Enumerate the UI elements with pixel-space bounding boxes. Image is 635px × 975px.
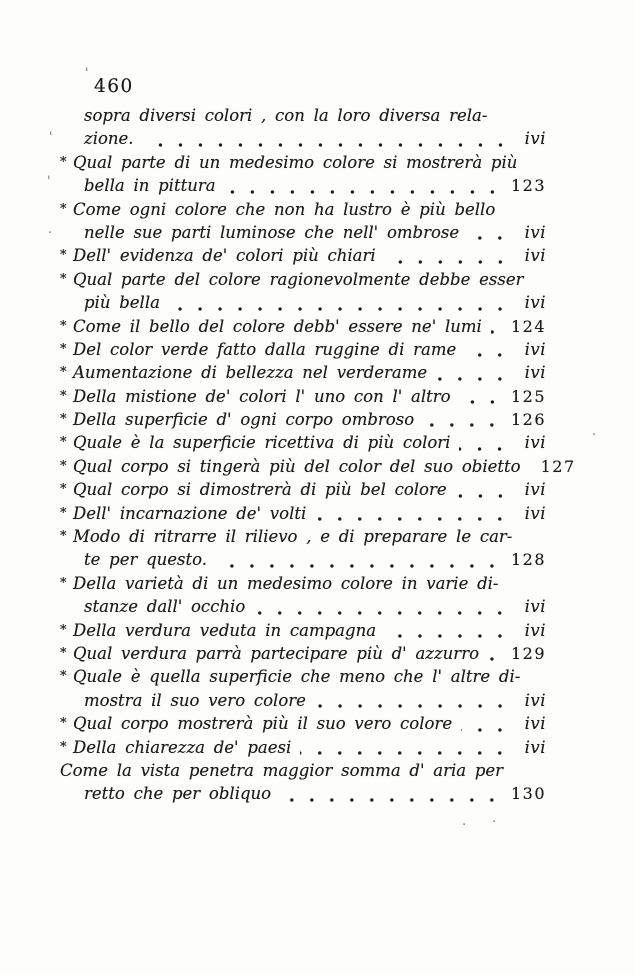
entry-asterisk: * <box>60 716 67 732</box>
entry-text: Qual verdura parrà partecipare più d' azzurro <box>73 643 480 663</box>
dot-leader <box>530 457 534 480</box>
dot-leader <box>460 387 504 410</box>
entry-text: Modo di ritrarre il rilievo , e di preparare le car- <box>73 527 513 547</box>
entry-text: bella in pittura <box>84 176 216 196</box>
entry-text: mostra il suo vero colore <box>84 690 306 710</box>
entry-asterisk: * <box>60 248 67 264</box>
entry-text: Della chiarezza de' paesi <box>73 737 292 757</box>
entry-asterisk: * <box>60 482 67 498</box>
entry-asterisk: * <box>60 201 67 217</box>
toc-entry-line <box>60 480 546 503</box>
entry-page-ref: 128 <box>510 550 546 570</box>
toc-entry-line <box>60 153 546 176</box>
dot-leader <box>216 550 504 573</box>
entry-page-ref: ivi <box>524 503 546 523</box>
entry-text: Quale è la superficie ricettiva di più colori <box>73 433 451 453</box>
dot-leader <box>423 410 504 433</box>
scan-speck: . <box>592 424 597 439</box>
dot-leader <box>169 293 512 316</box>
entry-asterisk: * <box>60 318 67 334</box>
toc-entry-line <box>60 527 546 550</box>
entry-asterisk: * <box>60 575 67 591</box>
entry-text: Qual parte del colore ragionevolmente debbe esser <box>73 269 524 289</box>
entry-text: te per questo. <box>84 550 208 570</box>
entry-page-ref: ivi <box>524 480 546 500</box>
toc-entry-line <box>60 644 546 667</box>
entry-page-ref: ivi <box>524 339 546 359</box>
toc-entry-line <box>60 317 546 340</box>
toc-entry-line <box>60 293 546 316</box>
dot-leader <box>280 784 504 807</box>
entry-text: Come il bello del colore debb' essere ne' lumi <box>73 316 482 336</box>
page-number: 460 <box>94 76 134 97</box>
scan-speck: . <box>48 222 53 237</box>
dot-leader <box>143 129 512 152</box>
entry-page-ref: 124 <box>510 316 546 336</box>
entry-asterisk: * <box>60 271 67 287</box>
entry-text: Dell' incarnazione de' volti <box>73 503 307 523</box>
toc-entry-line <box>60 200 546 223</box>
entry-text: Qual corpo si tingerà più del color del suo obietto <box>73 456 521 476</box>
entry-text: Aumentazione di bellezza nel verderame <box>73 363 428 383</box>
scan-speck: . <box>492 811 497 826</box>
toc-entry-line <box>60 387 546 410</box>
entry-asterisk: * <box>60 458 67 474</box>
entry-text: retto che per obliquo <box>84 784 272 804</box>
toc-entry-line <box>60 223 546 246</box>
dot-leader <box>315 691 512 714</box>
entry-page-ref: ivi <box>524 433 546 453</box>
entry-text: Qual parte di un medesimo colore si mostrerà più <box>73 152 518 172</box>
dot-leader <box>488 644 504 667</box>
dot-leader <box>456 480 512 503</box>
dot-leader <box>436 363 512 386</box>
entry-text: Come la vista penetra maggior somma d' aria per <box>60 760 504 780</box>
entry-page-ref: ivi <box>524 597 546 617</box>
toc-entry-line <box>60 363 546 386</box>
entry-page-ref: ivi <box>524 246 546 266</box>
scan-speck: ' <box>85 66 89 81</box>
toc-entry-line <box>60 106 546 129</box>
toc-entry-line <box>60 246 546 269</box>
entry-text: Qual corpo mostrerà più il suo vero colore <box>73 714 453 734</box>
dot-leader <box>461 714 512 737</box>
entry-asterisk: * <box>60 154 67 170</box>
entry-asterisk: * <box>60 669 67 685</box>
entry-asterisk: * <box>60 645 67 661</box>
scan-speck: ' <box>49 130 53 145</box>
entry-asterisk: * <box>60 739 67 755</box>
entry-page-ref: 127 <box>540 456 576 476</box>
toc-entry-line <box>60 410 546 433</box>
toc-entry-line <box>60 691 546 714</box>
entry-page-ref: 129 <box>510 643 546 663</box>
entry-asterisk: * <box>60 435 67 451</box>
toc-entry-line <box>60 340 546 363</box>
toc-entry-line <box>60 456 576 480</box>
entry-text: zione. <box>84 129 134 149</box>
dot-leader <box>385 246 512 269</box>
scan-speck: . <box>462 814 467 829</box>
entry-page-ref: 130 <box>510 784 546 804</box>
toc-entry-line <box>60 597 546 620</box>
entry-page-ref: 123 <box>510 176 546 196</box>
dot-leader <box>315 504 512 527</box>
entry-text: Della mistione de' colori l' uno con l' altro <box>73 386 451 406</box>
entry-asterisk: * <box>60 505 67 521</box>
dot-leader <box>300 738 512 761</box>
toc-entry-line <box>60 574 546 597</box>
toc-entry-line <box>60 738 546 761</box>
toc-entry-line <box>60 433 546 456</box>
dot-leader <box>459 433 512 456</box>
entry-text: più bella <box>84 293 160 313</box>
entry-asterisk: * <box>60 365 67 381</box>
entry-page-ref: 125 <box>510 386 546 406</box>
entry-text: Dell' evidenza de' colori più chiari <box>73 246 376 266</box>
entry-asterisk: * <box>60 412 67 428</box>
entry-text: nelle sue parti luminose che nell' ombrose <box>84 222 460 242</box>
toc-entry-line <box>60 176 546 199</box>
toc-entry-line <box>60 784 546 807</box>
dot-leader <box>225 176 504 199</box>
entry-text: Del color verde fatto dalla ruggine di rame <box>73 339 457 359</box>
dot-leader <box>385 621 512 644</box>
entry-asterisk: * <box>60 388 67 404</box>
entry-asterisk: * <box>60 622 67 638</box>
entry-page-ref: ivi <box>524 222 546 242</box>
toc-entry-line <box>60 761 546 784</box>
entry-text: sopra diversi colori , con la loro diversa rela- <box>84 106 488 125</box>
toc-entry-line <box>60 621 546 644</box>
toc-entry-line <box>60 129 546 152</box>
entry-text: Quale è quella superficie che meno che l' altre di- <box>73 667 521 687</box>
entry-text: Qual corpo si dimostrerà di più bel colore <box>73 480 447 500</box>
toc-entry-line <box>60 550 546 573</box>
toc-entry-line <box>60 504 546 527</box>
entry-text: Della superficie d' ogni corpo ombroso <box>73 410 415 430</box>
entry-page-ref: ivi <box>524 363 546 383</box>
entry-page-ref: ivi <box>524 714 546 734</box>
entry-page-ref: ivi <box>524 129 546 149</box>
dot-leader <box>465 340 512 363</box>
entry-page-ref: ivi <box>524 737 546 757</box>
entry-text: Della varietà di un medesimo colore in varie di- <box>73 573 499 593</box>
toc-entry-line <box>60 667 546 690</box>
entry-asterisk: * <box>60 529 67 545</box>
dot-leader <box>468 223 512 246</box>
entry-page-ref: ivi <box>524 620 546 640</box>
entry-page-ref: ivi <box>524 293 546 313</box>
scan-speck: ' <box>47 174 51 189</box>
dot-leader <box>491 317 504 340</box>
entry-text: Della verdura veduta in campagna <box>73 620 377 640</box>
entry-page-ref: ivi <box>524 690 546 710</box>
table-of-contents <box>60 106 576 808</box>
toc-entry-line <box>60 714 546 737</box>
toc-entry-line <box>60 270 546 293</box>
entry-text: Come ogni colore che non ha lustro è più bello <box>73 199 496 219</box>
dot-leader <box>254 597 512 620</box>
entry-page-ref: 126 <box>510 410 546 430</box>
entry-text: stanze dall' occhio <box>84 597 246 617</box>
entry-asterisk: * <box>60 341 67 357</box>
